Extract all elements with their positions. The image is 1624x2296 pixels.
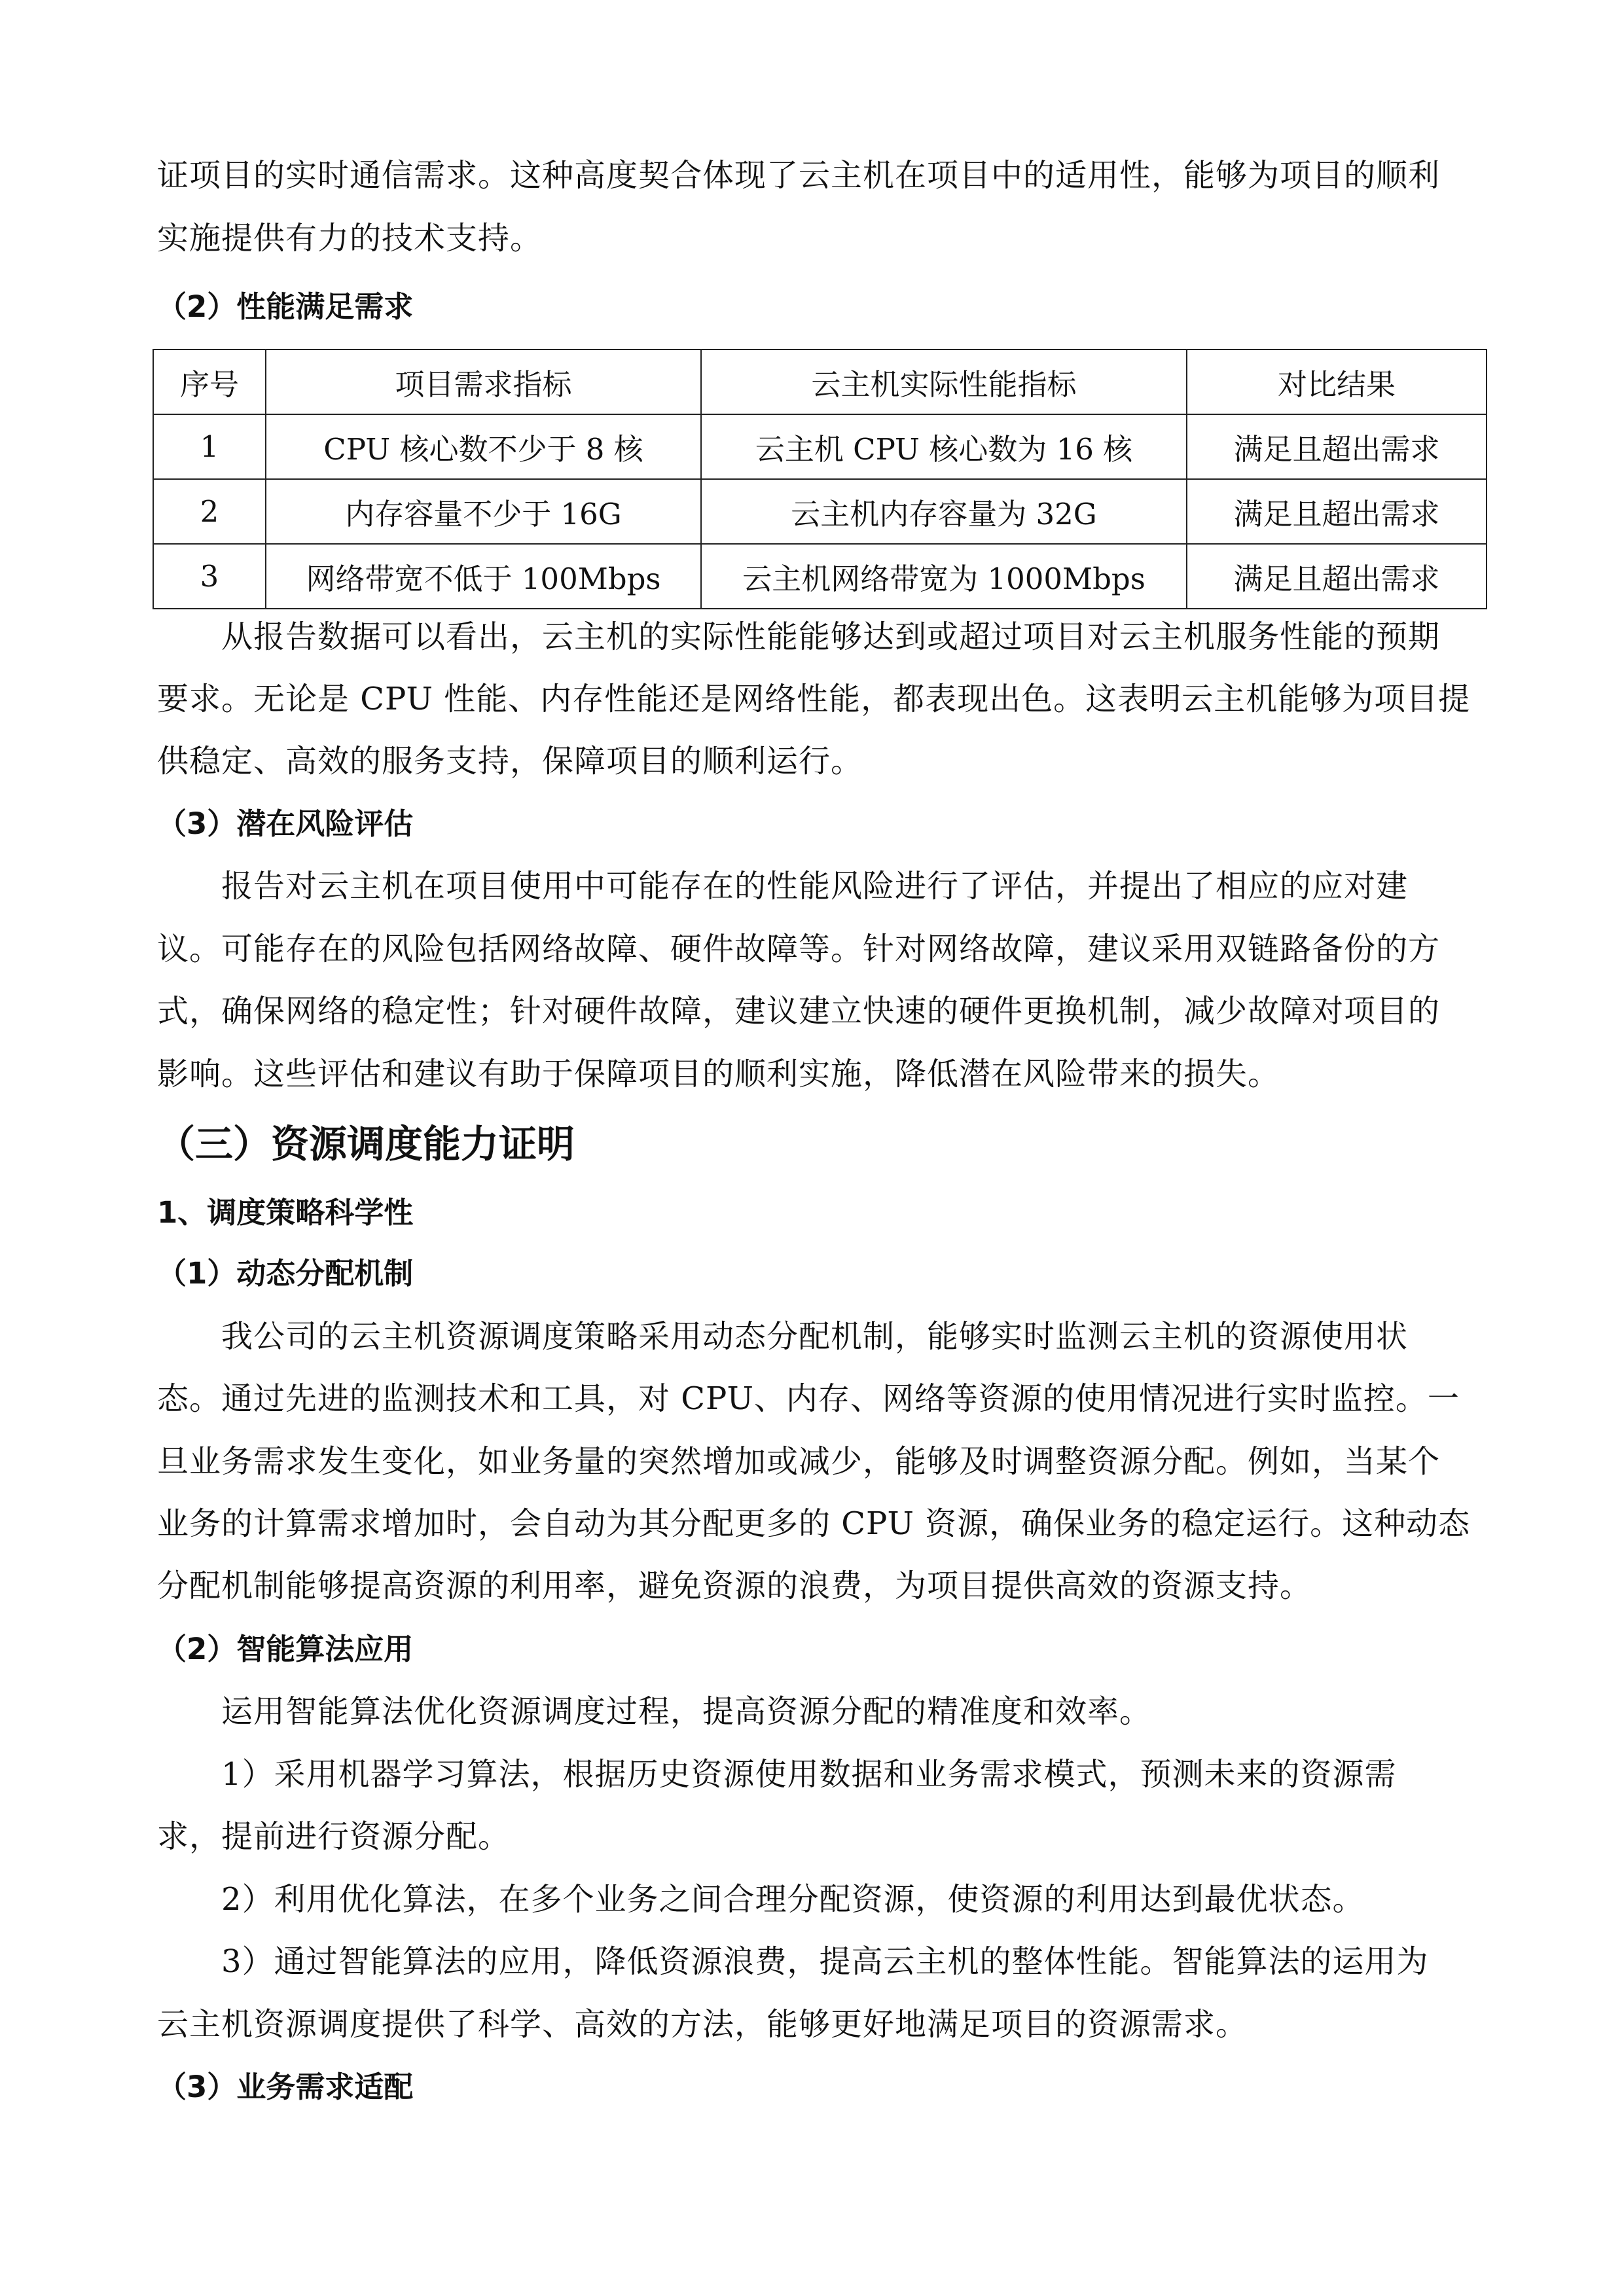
table-cell: 云主机内存容量为 32G [701, 479, 1187, 544]
adapt-heading: （3）业务需求适配 [157, 2070, 414, 2104]
dynamic-para-line-2: 态。通过先进的监测技术和工具，对 CPU、内存、网络等资源的使用情况进行实时监控。一 [157, 1380, 1460, 1417]
smart-item-1-line-1: 1）采用机器学习算法，根据历史资源使用数据和业务需求模式，预测未来的资源需 [221, 1756, 1397, 1793]
smart-heading: （2）智能算法应用 [157, 1632, 414, 1666]
smart-item-2: 2）利用优化算法，在多个业务之间合理分配资源，使资源的利用达到最优状态。 [221, 1881, 1365, 1918]
table-cell: CPU 核心数不少于 8 核 [266, 414, 701, 479]
smart-intro: 运用智能算法优化资源调度过程，提高资源分配的精准度和效率。 [221, 1693, 1152, 1730]
perf-heading: （2）性能满足需求 [157, 289, 414, 324]
dynamic-para-line-1: 我公司的云主机资源调度策略采用动态分配机制，能够实时监测云主机的资源使用状 [221, 1318, 1409, 1355]
table-cell: 满足且超出需求 [1187, 544, 1487, 609]
table-cell: 满足且超出需求 [1187, 479, 1487, 544]
table-cell: 3 [153, 544, 266, 609]
table-header-row [153, 350, 1487, 414]
table-cell: 云主机 CPU 核心数为 16 核 [701, 414, 1187, 479]
perf-para-line-1: 从报告数据可以看出，云主机的实际性能能够达到或超过项目对云主机服务性能的预期 [221, 619, 1441, 655]
smart-item-3-line-2: 云主机资源调度提供了科学、高效的方法，能够更好地满足项目的资源需求。 [157, 2006, 1248, 2043]
dynamic-heading: （1）动态分配机制 [157, 1256, 414, 1291]
table-row [153, 479, 1487, 544]
table-cell: 内存容量不少于 16G [266, 479, 701, 544]
section-title: （三）资源调度能力证明 [157, 1122, 575, 1166]
intro-line-2: 实施提供有力的技术支持。 [157, 220, 543, 257]
dynamic-para-line-5: 分配机制能够提高资源的利用率，避免资源的浪费，为项目提供高效的资源支持。 [157, 1568, 1312, 1604]
performance-table [153, 349, 1487, 609]
subsection-title: 1、调度策略科学性 [157, 1195, 414, 1230]
intro-line-1: 证项目的实时通信需求。这种高度契合体现了云主机在项目中的适用性，能够为项目的顺利 [157, 157, 1441, 194]
risk-para-line-2: 议。可能存在的风险包括网络故障、硬件故障等。针对网络故障，建议采用双链路备份的方 [157, 931, 1441, 967]
risk-heading: （3）潜在风险评估 [157, 806, 414, 841]
table-cell: 2 [153, 479, 266, 544]
table-header-cell: 云主机实际性能指标 [701, 350, 1187, 414]
table-cell: 满足且超出需求 [1187, 414, 1487, 479]
risk-para-line-4: 影响。这些评估和建议有助于保障项目的顺利实施，降低潜在风险带来的损失。 [157, 1056, 1280, 1092]
table-cell: 1 [153, 414, 266, 479]
table-cell: 网络带宽不低于 100Mbps [266, 544, 701, 609]
table-row [153, 544, 1487, 609]
table-cell: 云主机网络带宽为 1000Mbps [701, 544, 1187, 609]
table-header-cell: 序号 [153, 350, 266, 414]
perf-para-line-3: 供稳定、高效的服务支持，保障项目的顺利运行。 [157, 743, 863, 780]
dynamic-para-line-4: 业务的计算需求增加时，会自动为其分配更多的 CPU 资源，确保业务的稳定运行。这种动态 [157, 1505, 1471, 1542]
smart-item-3-line-1: 3）通过智能算法的应用，降低资源浪费，提高云主机的整体性能。智能算法的运用为 [221, 1943, 1429, 1980]
perf-para-line-2: 要求。无论是 CPU 性能、内存性能还是网络性能，都表现出色。这表明云主机能够为项目提 [157, 681, 1471, 717]
risk-para-line-3: 式，确保网络的稳定性；针对硬件故障，建议建立快速的硬件更换机制，减少故障对项目的 [157, 993, 1441, 1030]
dynamic-para-line-3: 旦业务需求发生变化，如业务量的突然增加或减少，能够及时调整资源分配。例如，当某个 [157, 1443, 1441, 1480]
table-row [153, 414, 1487, 479]
smart-item-1-line-2: 求，提前进行资源分配。 [157, 1818, 511, 1855]
table-header-cell: 项目需求指标 [266, 350, 701, 414]
risk-para-line-1: 报告对云主机在项目使用中可能存在的性能风险进行了评估，并提出了相应的应对建 [221, 868, 1409, 905]
table-header-cell: 对比结果 [1187, 350, 1487, 414]
